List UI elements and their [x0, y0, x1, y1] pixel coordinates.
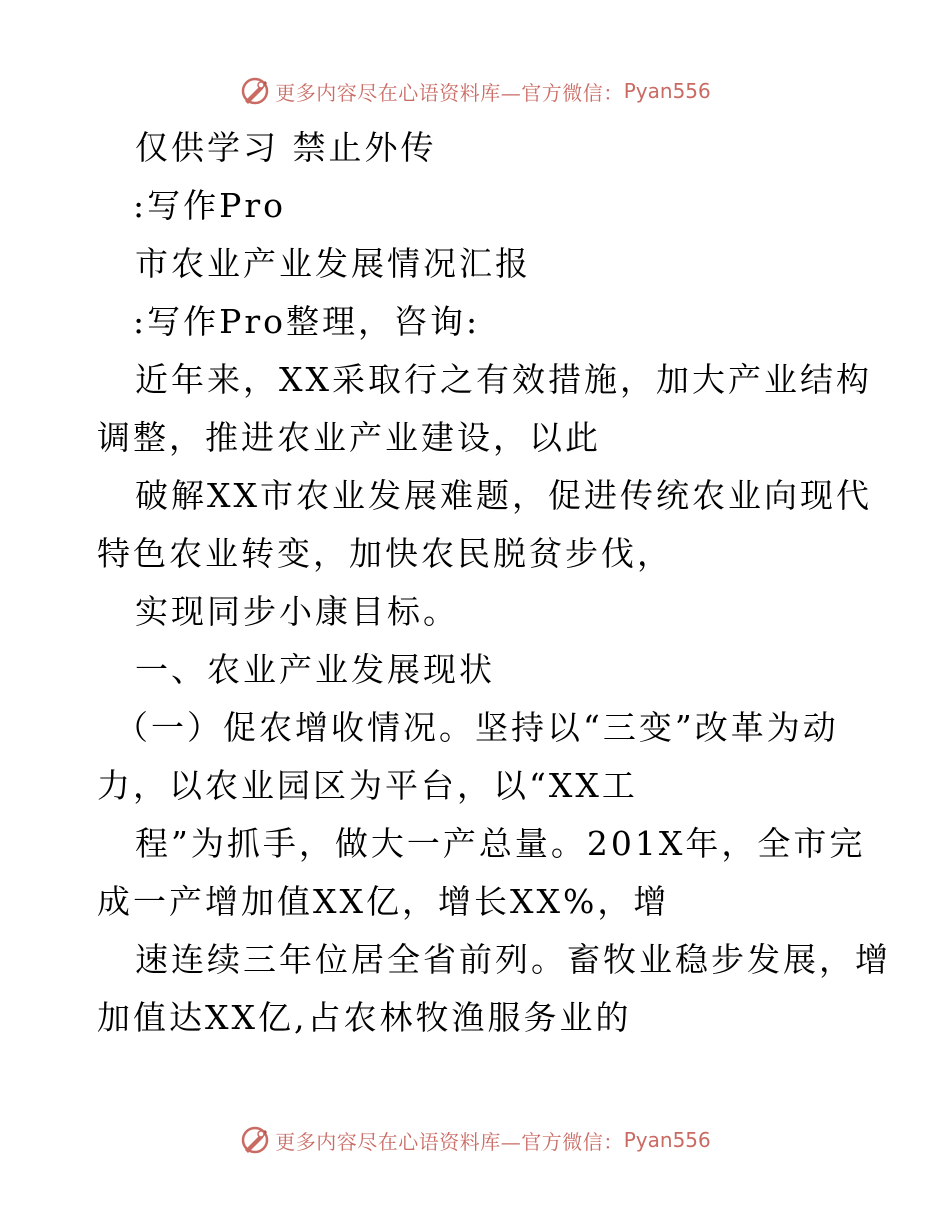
- header-watermark: [0, 71, 950, 111]
- paragraph-line: 调整，推进农业产业建设，以此: [97, 418, 601, 457]
- footer-watermark: [0, 1120, 950, 1160]
- watermark-brand: Pyan556: [623, 79, 711, 103]
- watermark-text: 更多内容尽在心语资料库—官方微信：: [275, 80, 624, 105]
- paragraph-line: 特色农业转变，加快农民脱贫步伐，: [97, 534, 673, 573]
- section-heading: 一、农业产业发展现状: [135, 650, 495, 689]
- watermark-logo-icon: [239, 1124, 271, 1156]
- paragraph-line: 程”为抓手，做大一产总量。201X年，全市完: [135, 824, 866, 863]
- paragraph-line: 成一产增加值XX亿，增长XX%，增: [97, 882, 670, 921]
- document-title: 市农业产业发展情况汇报: [135, 244, 531, 283]
- watermark-text: 更多内容尽在心语资料库—官方微信：: [275, 1129, 624, 1154]
- document-line: 仅供学习 禁止外传: [135, 128, 437, 167]
- paragraph-line: 力，以农业园区为平台，以“XX工: [97, 766, 638, 805]
- paragraph-line: 近年来，XX采取行之有效措施，加大产业结构: [135, 360, 872, 399]
- watermark-logo-icon: [239, 75, 271, 107]
- paragraph-line: 破解XX市农业发展难题，促进传统农业向现代: [135, 476, 872, 515]
- document-line: :写作Pro: [133, 186, 286, 225]
- paragraph-line: （一）促农增收情况。坚持以“三变”改革为动: [115, 708, 839, 747]
- document-line: :写作Pro整理，咨询:: [133, 302, 481, 341]
- paragraph-line: 加值达XX亿,占农林牧渔服务业的: [97, 998, 632, 1037]
- paragraph-line: 速连续三年位居全省前列。畜牧业稳步发展，增: [135, 940, 891, 979]
- paragraph-line: 实现同步小康目标。: [135, 592, 459, 631]
- watermark-brand: Pyan556: [623, 1128, 711, 1152]
